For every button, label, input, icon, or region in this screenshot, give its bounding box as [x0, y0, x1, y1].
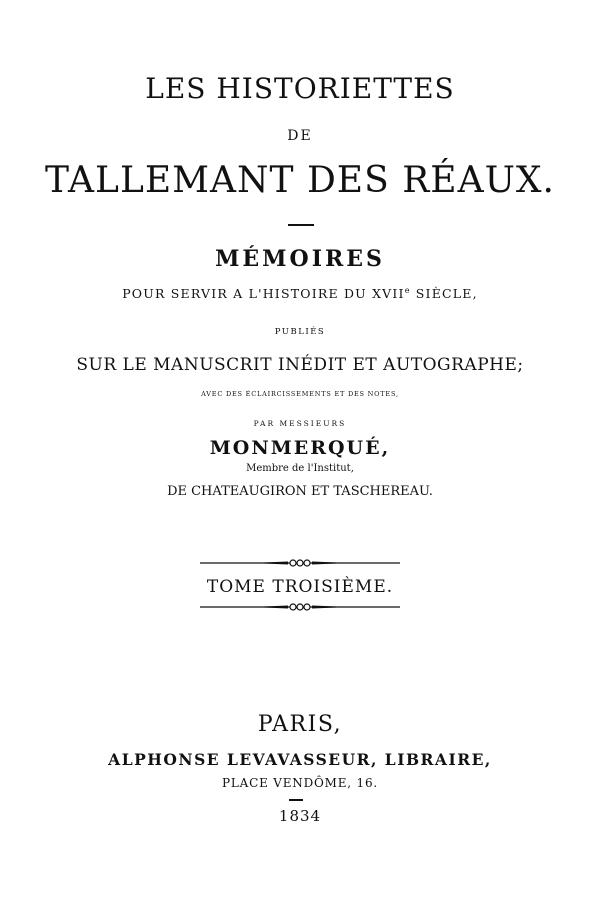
- ornament-rule-bottom: [200, 601, 400, 613]
- subtitle-eclaircissements: AVEC DES ÉCLAIRCISSEMENTS ET DES NOTES,: [201, 390, 399, 398]
- par-messieurs: PAR MESSIEURS: [253, 419, 347, 428]
- title-line-1: LES HISTORIETTES: [145, 72, 455, 105]
- siecle-word: SIÈCLE,: [410, 286, 478, 302]
- editors-other: DE CHATEAUGIRON ET TASCHEREAU.: [167, 484, 433, 499]
- imprint-publisher: ALPHONSE LEVAVASSEUR, LIBRAIRE,: [108, 750, 492, 769]
- siecle-superscript: e: [404, 286, 411, 295]
- title-de: DE: [287, 128, 313, 144]
- subtitle-manuscrit: SUR LE MANUSCRIT INÉDIT ET AUTOGRAPHE;: [76, 355, 524, 375]
- editor-role: Membre de l'Institut,: [246, 463, 354, 474]
- subtitle-publies: PUBLIÉS: [274, 327, 326, 337]
- title-line-2: TALLEMANT DES RÉAUX.: [45, 160, 555, 201]
- imprint-rule: [289, 799, 303, 801]
- subtitle-pour-servir: [0, 286, 600, 301]
- editor-monmerque: MONMERQUÉ,: [209, 437, 391, 459]
- tome-label: TOME TROISIÈME.: [206, 577, 394, 597]
- imprint-city: PARIS,: [257, 712, 343, 737]
- subtitle-memoires: MÉMOIRES: [215, 246, 385, 272]
- imprint-address: PLACE VENDÔME, 16.: [221, 776, 378, 790]
- imprint-year: 1834: [278, 807, 322, 825]
- ornament-rule-top: [200, 557, 400, 569]
- pour-servir-text: POUR SERVIR A L'HISTOIRE DU XVII: [122, 286, 405, 302]
- title-rule: [288, 224, 314, 226]
